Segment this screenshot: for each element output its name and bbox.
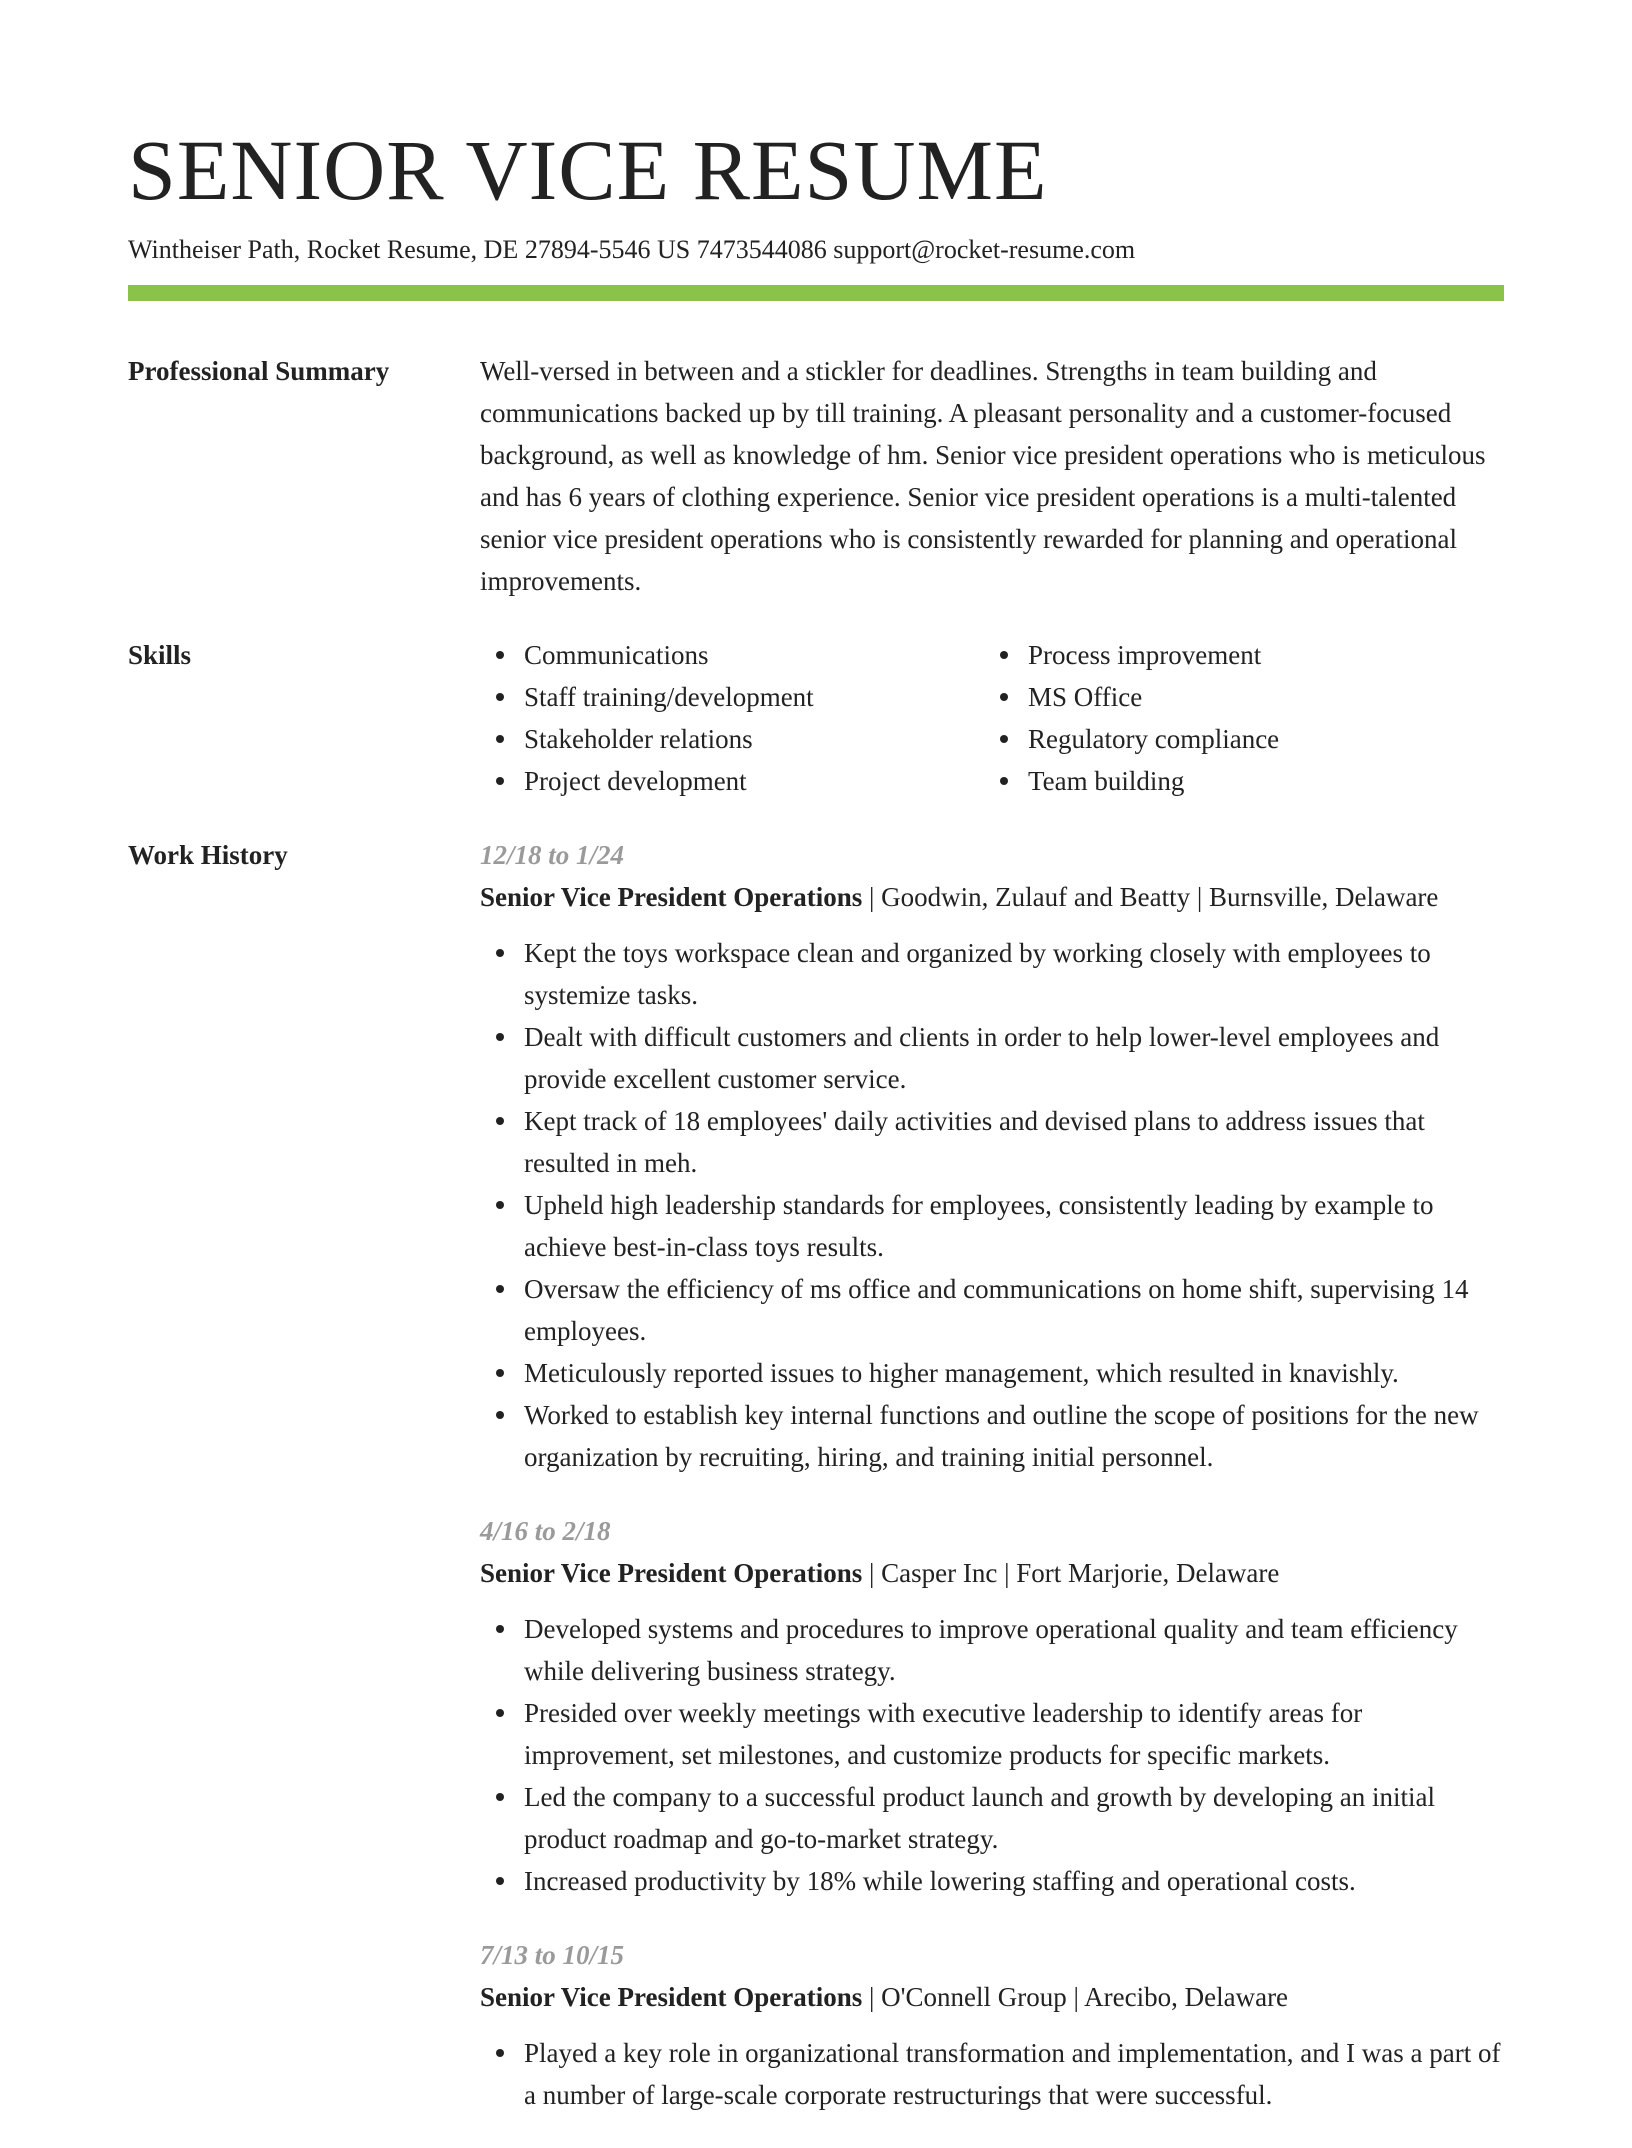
job-bullets <box>480 932 1504 1478</box>
job-dates: 7/13 to 10/15 <box>480 1940 625 1970</box>
summary-text: Well-versed in between and a stickler for deadlines. Strengths in team building and communications backed up by till training. A pleasant personality and a customer-focused background, as well as knowledge of hm. Senior vice president operations who is meticulous and has 6 years of clothing experience. Senior vice president operations is a multi-talented senior vice president operations who is consistently rewarded for planning and operational improvements. <box>480 356 1486 596</box>
job-bullet: Played a key role in organizational transformation and implementation, and I was a part of a number of large-scale corporate restructurings that were successful. <box>524 2032 1504 2116</box>
job-heading <box>480 876 1504 918</box>
skill-item: MS Office <box>1028 676 1488 718</box>
skill-item: Process improvement <box>1028 634 1488 676</box>
job-title: Senior Vice President Operations <box>480 882 863 912</box>
job-bullet: Worked to establish key internal functions and outline the scope of positions for the new organization by recruiting, hiring, and training initial personnel. <box>524 1394 1504 1478</box>
contact-line: Wintheiser Path, Rocket Resume, DE 27894-5546 US 7473544086 support@rocket-resume.com <box>128 235 1136 264</box>
job-bullets <box>480 2032 1504 2116</box>
job-details: O'Connell Group | Arecibo, Delaware <box>881 1982 1289 2012</box>
job-details: Casper Inc | Fort Marjorie, Delaware <box>881 1558 1280 1588</box>
skills-column-left <box>480 634 984 802</box>
job-bullet: Meticulously reported issues to higher management, which resulted in knavishly. <box>524 1352 1504 1394</box>
job-bullet: Developed systems and procedures to improve operational quality and team efficiency while delivering business strategy. <box>524 1608 1504 1692</box>
accent-divider <box>128 285 1504 301</box>
job-entry <box>480 1510 1504 1902</box>
job-separator: | <box>862 1982 882 2012</box>
job-title: Senior Vice President Operations <box>480 1982 863 2012</box>
job-heading <box>480 1976 1504 2018</box>
job-title: Senior Vice President Operations <box>480 1558 863 1588</box>
job-bullet: Kept the toys workspace clean and organized by working closely with employees to systemize tasks. <box>524 932 1504 1016</box>
skills-heading: Skills <box>128 640 192 670</box>
skill-item: Team building <box>1028 760 1488 802</box>
resume-sections <box>128 350 1504 2148</box>
work-history-heading: Work History <box>128 840 288 870</box>
job-bullet: Upheld high leadership standards for employees, consistently leading by example to achieve best-in-class toys results. <box>524 1184 1504 1268</box>
skills-list <box>480 634 1504 802</box>
job-dates: 4/16 to 2/18 <box>480 1516 611 1546</box>
summary-heading: Professional Summary <box>128 356 390 386</box>
job-dates: 12/18 to 1/24 <box>480 840 625 870</box>
job-separator: | <box>862 1558 882 1588</box>
summary-section <box>128 350 1504 634</box>
job-bullet: Increased productivity by 18% while lowering staffing and operational costs. <box>524 1860 1504 1902</box>
job-bullet: Presided over weekly meetings with executive leadership to identify areas for improvement, set milestones, and customize products for specific markets. <box>524 1692 1504 1776</box>
job-entry <box>480 834 1504 1478</box>
job-bullet: Oversaw the efficiency of ms office and communications on home shift, supervising 14 employees. <box>524 1268 1504 1352</box>
job-bullet: Kept track of 18 employees' daily activities and devised plans to address issues that resulted in meh. <box>524 1100 1504 1184</box>
job-bullet: Led the company to a successful product launch and growth by developing an initial product roadmap and go-to-market strategy. <box>524 1776 1504 1860</box>
job-bullet: Dealt with difficult customers and clients in order to help lower-level employees and provide excellent customer service. <box>524 1016 1504 1100</box>
skill-item: Project development <box>524 760 984 802</box>
skill-item: Stakeholder relations <box>524 718 984 760</box>
skill-item: Regulatory compliance <box>1028 718 1488 760</box>
job-heading <box>480 1552 1504 1594</box>
job-details: Goodwin, Zulauf and Beatty | Burnsville, Delaware <box>881 882 1439 912</box>
resume-name: SENIOR VICE RESUME <box>128 122 1048 218</box>
job-entry <box>480 1934 1504 2116</box>
skills-section <box>128 634 1504 834</box>
resume-header <box>128 118 1504 268</box>
skill-item: Communications <box>524 634 984 676</box>
job-separator: | <box>862 882 882 912</box>
work-history-section <box>128 834 1504 2148</box>
skills-column-right <box>984 634 1488 802</box>
job-bullets <box>480 1608 1504 1902</box>
skill-item: Staff training/development <box>524 676 984 718</box>
